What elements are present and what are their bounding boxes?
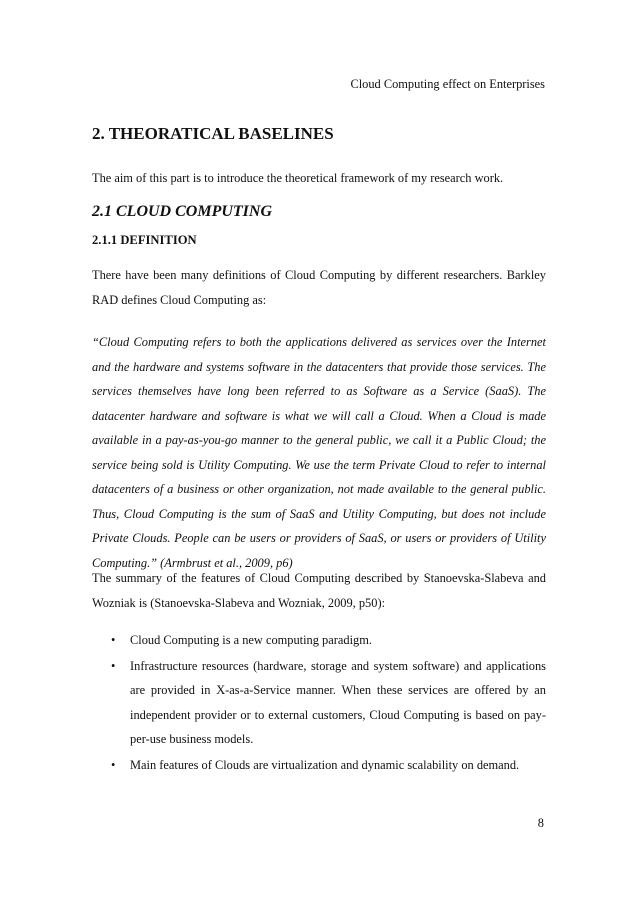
- bullet-icon: •: [111, 757, 116, 772]
- bullet-icon: •: [111, 633, 116, 647]
- subsection-heading: 2.1 CLOUD COMPUTING: [92, 203, 272, 220]
- bullet-icon: •: [111, 658, 116, 673]
- summary-paragraph: The summary of the features of Cloud Computing described by Stanoevska-Slabeva and Wozniak is (Stanoevska-Slabeva and Wozniak, 2009, p50):: [92, 571, 546, 610]
- definition-paragraph: There have been many definitions of Cloud Computing by different researchers. Barkley RAD defines Cloud Computing as:: [92, 268, 546, 307]
- running-header: Cloud Computing effect on Enterprises: [350, 77, 545, 91]
- list-item: [92, 654, 546, 752]
- list-item-text: Main features of Clouds are virtualization and dynamic scalability on demand.: [130, 757, 520, 772]
- list-item-text: Infrastructure resources (hardware, storage and system software) and applications are provided in X-as-a-Service manner. When these services are offered by an independent provider or to external customers, Cloud Computing is based on pay-per-use business models.: [130, 658, 546, 746]
- list-item: [92, 753, 546, 778]
- features-list: [92, 628, 546, 778]
- section-heading: 2. THEORATICAL BASELINES: [92, 124, 334, 143]
- definition-quote: “Cloud Computing refers to both the applications delivered as services over the Internet and the hardware and systems software in the datacenters that provide those services. The services themselves have long been referred to as Software as a Service (SaaS). The datacenter hardware and software is what we will call a Cloud. When a Cloud is made available in a pay-as-you-go manner to the general public, we call it a Public Cloud; the service being sold is Utility Computing. We use the term Private Cloud to refer to internal datacenters of a business or other organization, not made available to the general public. Thus, Cloud Computing is the sum of SaaS and Utility Computing, but does not include Private Clouds. People can be users or providers of SaaS, or users or providers of Utility Computing.” (Armbrust et al., 2009, p6): [92, 335, 546, 570]
- subsubsection-heading: 2.1.1 DEFINITION: [92, 233, 197, 247]
- list-item-text: Cloud Computing is a new computing paradigm.: [130, 633, 372, 647]
- page-number: 8: [537, 816, 544, 830]
- section-intro: The aim of this part is to introduce the theoretical framework of my research work.: [92, 171, 504, 185]
- list-item: [92, 628, 546, 653]
